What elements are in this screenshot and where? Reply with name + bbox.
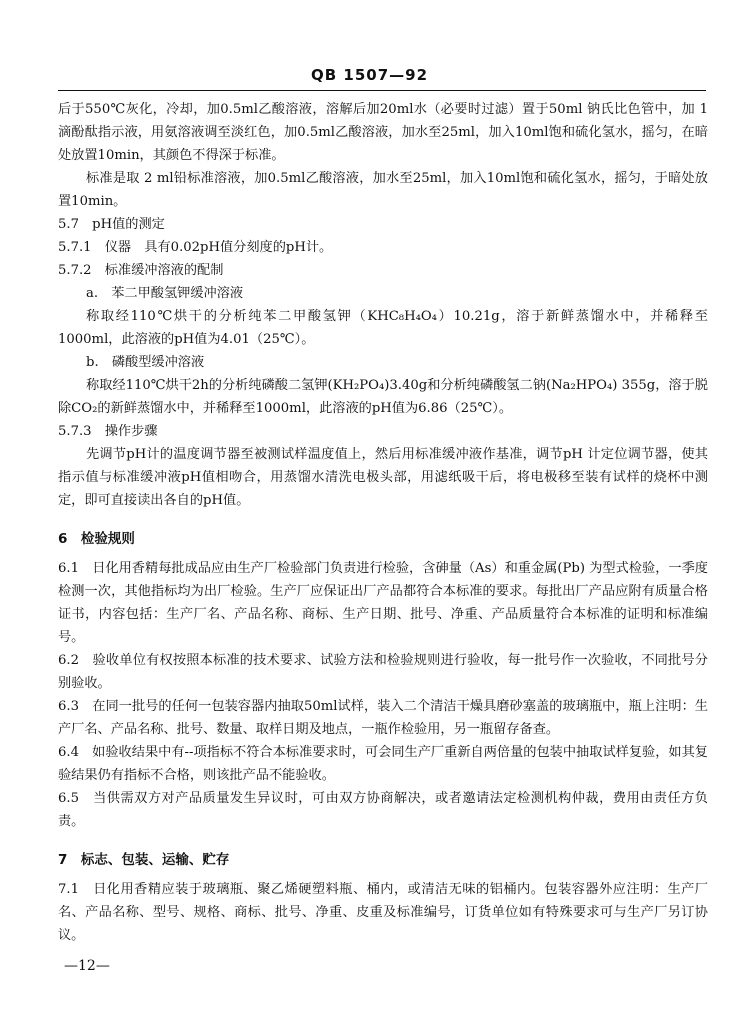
clause-6-5: 6.5 当供需双方对产品质量发生异议时，可由双方协商解决，或者邀请法定检测机构仲裁，费用由责任方负责。 (58, 791, 708, 829)
paragraph-phosphate-buffer: 称取经110℃烘干2h的分析纯磷酸二氢钾(KH₂PO₄)3.40g和分析纯磷酸氢二钠(Na₂HPO₄) 355g，溶于脱除CO₂的新鲜蒸馏水中，并稀释至1000ml，此溶液的pH值为6.86（25℃）。 (58, 378, 708, 416)
clause-6-1: 6.1 日化用香精每批成品应由生产厂检验部门负责进行检验，含砷量（As）和重金属(Pb) 为型式检验，一季度检测一次，其他指标均为出厂检验。生产厂应保证出厂产品都符合本标准的要求。每批出厂产品应附有质量合格证书，内容包括：生产厂名、产品名称、商标、生产日期、批号、净重、产品质量符合本标准的证明和标准编号。 (58, 561, 708, 645)
header-rule (58, 90, 706, 91)
item-a-phthalate-buffer: a. 苯二甲酸氢钾缓冲溶液 (86, 286, 244, 301)
paragraph-lead-standard: 标准是取 2 ml铅标准溶液，加0.5ml乙酸溶液，加水至25ml，加入10ml饱和硫化氢水，摇匀，于暗处放置10min。 (58, 171, 708, 209)
heading-5-7: 5.7 pH值的测定 (58, 217, 165, 232)
item-b-phosphate-buffer: b. 磷酸型缓冲溶液 (86, 355, 205, 370)
paragraph-phthalate-buffer: 称取经110℃烘干的分析纯苯二甲酸氢钾（KHC₈H₄O₄）10.21g，溶于新鲜蒸馏水中，并稀释至1000ml，此溶液的pH值为4.01（25℃）。 (58, 309, 708, 347)
clause-6-3: 6.3 在同一批号的任何一包装容器内抽取50ml试样，装入二个清洁干燥具磨砂塞盖的玻璃瓶中，瓶上注明：生产厂名、产品名称、批号、数量、取样日期及地点，一瓶作检验用，另一瓶留存备查。 (58, 699, 708, 737)
standard-code-header: QB 1507—92 (310, 66, 429, 84)
section-6-heading: 6 检验规则 (58, 531, 135, 547)
paragraph-ph-procedure: 先调节pH计的温度调节器至被测试样温度值上，然后用标准缓冲液作基准，调节pH 计定位调节器，使其指示值与标准缓冲液pH值相吻合，用蒸馏水清洗电极头部，用滤纸吸干后，将电极移至装有试样的烧杯中测定，即可直接读出各自的pH值。 (58, 447, 708, 508)
clause-6-4: 6.4 如验收结果中有--项指标不符合本标准要求时，可会同生产厂重新自两倍量的包装中抽取试样复验，如其复验结果仍有指标不合格，则该批产品不能验收。 (58, 745, 708, 783)
section-7-heading: 7 标志、包装、运输、贮存 (58, 852, 230, 868)
clause-5-7-1: 5.7.1 仪器 具有0.02pH值分刻度的pH计。 (58, 240, 333, 255)
paragraph-ash-test: 后于550℃灰化，冷却，加0.5ml乙酸溶液，溶解后加20ml水（必要时过滤）置于50ml 钠氏比色管中，加 1 滴酚酞指示液，用氨溶液调至淡红色，加0.5ml乙酸溶液，加水至25ml，加入10ml饱和硫化氢水，摇匀，在暗处放置10min，其颜色不得深于标准。 (58, 102, 708, 163)
clause-7-1: 7.1 日化用香精应装于玻璃瓶、聚乙烯硬塑料瓶、桶内，或清洁无味的铝桶内。包装容器外应注明：生产厂名、产品名称、型号、规格、商标、批号、净重、皮重及标准编号，订货单位如有特殊要求可与生产厂另订协议。 (58, 882, 708, 943)
document-body (58, 98, 708, 947)
clause-5-7-3: 5.7.3 操作步骤 (58, 424, 158, 439)
clause-6-2: 6.2 验收单位有权按照本标准的技术要求、试验方法和检验规则进行验收，每一批号作一次验收，不同批号分别验收。 (58, 653, 708, 691)
clause-5-7-2: 5.7.2 标准缓冲溶液的配制 (58, 263, 224, 278)
page-number: —12— (64, 958, 110, 974)
